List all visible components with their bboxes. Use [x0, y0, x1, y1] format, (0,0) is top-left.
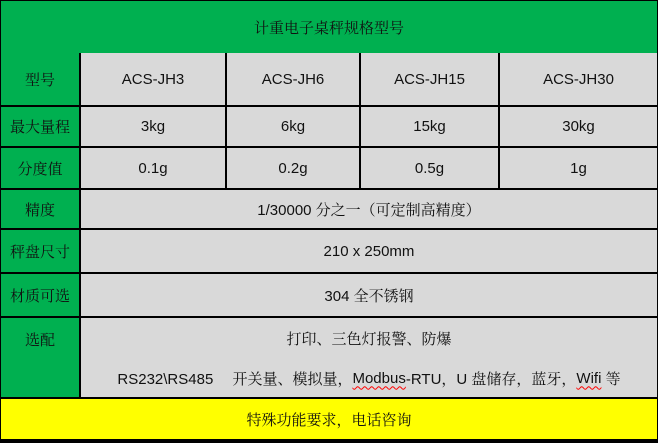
row-label-optional: 选配	[1, 318, 81, 397]
table-row-model	[1, 53, 657, 107]
division-cell-1: 0.1g	[81, 148, 227, 188]
capacity-cell-1: 3kg	[81, 107, 227, 146]
division-cell-4: 1g	[500, 148, 657, 188]
table-row-pan-size	[1, 230, 657, 274]
row-label-pan-size: 秤盘尺寸	[1, 230, 81, 272]
accuracy-value: 1/30000 分之一（可定制高精度）	[81, 190, 657, 228]
footer-note: 特殊功能要求，电话咨询	[1, 399, 657, 439]
capacity-cell-4: 30kg	[500, 107, 657, 146]
row-label-division: 分度值	[1, 148, 81, 188]
table-row-division	[1, 148, 657, 190]
table-row-optional	[1, 318, 657, 399]
spellcheck-word-modbus: Modbus	[352, 369, 406, 387]
optional-line2-text: RS232\RS485 开关量、模拟量，	[117, 370, 353, 388]
division-cell-2: 0.2g	[227, 148, 361, 188]
optional-values	[81, 318, 657, 397]
spellcheck-word-wifi: Wifi	[576, 369, 602, 387]
division-cell-3: 0.5g	[361, 148, 500, 188]
capacity-cell-2: 6kg	[227, 107, 361, 146]
capacity-cell-3: 15kg	[361, 107, 500, 146]
optional-line2-text: -RTU，U 盘储存，蓝牙，	[405, 370, 577, 388]
table-row-accuracy	[1, 190, 657, 230]
table-title: 计重电子桌秤规格型号	[1, 1, 657, 53]
optional-line2-text: 等	[601, 370, 621, 388]
material-value: 304 全不锈钢	[81, 274, 657, 316]
row-label-model: 型号	[1, 53, 81, 105]
optional-line-1: 打印、三色灯报警、防爆	[286, 331, 452, 348]
model-cell-3: ACS-JH15	[361, 53, 500, 105]
row-label-accuracy: 精度	[1, 190, 81, 228]
table-row-capacity	[1, 107, 657, 148]
model-cell-4: ACS-JH30	[500, 53, 657, 105]
pan-size-value: 210 x 250mm	[81, 230, 657, 272]
table-row-material	[1, 274, 657, 318]
row-label-capacity: 最大量程	[1, 107, 81, 146]
model-cell-1: ACS-JH3	[81, 53, 227, 105]
optional-line-2	[81, 359, 657, 397]
row-label-material: 材质可选	[1, 274, 81, 316]
model-cell-2: ACS-JH6	[227, 53, 361, 105]
